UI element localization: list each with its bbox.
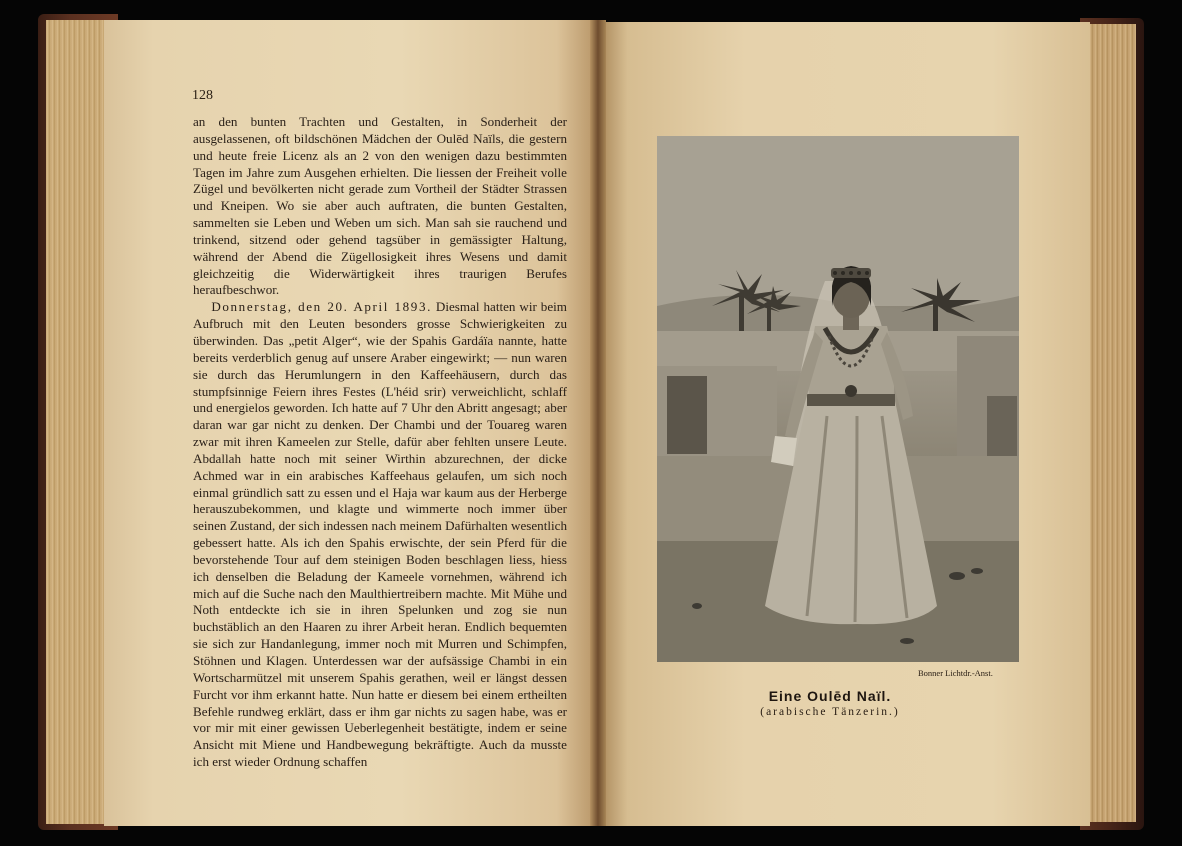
paragraph-2 [193,299,567,771]
right-doorway [987,396,1017,456]
page-number: 128 [192,88,213,103]
paragraph-2-text: Diesmal hatten wir beim Aufbruch mit den Leuten besonders grosse Schwierigkeiten zu überwinden. Das „petit Alger“, wie der Spahis Gardáïa nannte, hatte bereits verderblich genug auf unsere Araber eingewirkt; — nun waren sie durch das Herumlungern in den Kaffeehäusern, durch das stumpfsinnige Feiern ihres Festes (L'héid srir) verweichlicht, schlaff und energielos geworden. Ich hatte auf 7 Uhr den Abritt angesagt; aber daran war gar nicht zu denken. Der Chambi und der Touareg waren zwar mit ihren Kameelen zur Stelle, dafür aber fehlten unsere Leute. Abdallah hatte noch mit seiner Wirthin abzurechnen, der dicke Achmed war in ein arabisches Kaffeehaus gelaufen, um sich noch einmal gründlich satt zu essen und el Haja war kaum aus der Herberge herauszubekommen, und klagte und wimmerte noch immer über seinen Zustand, der sich indessen nach meinem Dafürhalten wesentlich gebessert hatte. Als ich den Spahis erwischte, der sein Pferd für die bevorstehende Tour auf dem steinigen Boden beschlagen liess, hiess ich denselben die Beladung der Kameele vornehmen, während ich mich auf die Suche nach den Maulthiertreibern machte. Mit Mühe und Noth entdeckte ich sie in ihren Spelunken und zog sie nun buchstäblich an den Haaren zu ihrer Arbeit heran. Endlich bequemten sie sich zur Handanlegung, immer noch mit Murren und Schimpfen, Stöhnen und Klagen. Unterdessen war der aufsässige Chambi in ein Wortscharmützel mit unserem Spahis gerathen, weil er längst dessen Furcht vor ihm erkannt hatte. Nun hatte er diesem bei einem ertheilten Befehle rundweg erklärt, dass er ihm gar nichts zu sagen habe, was er vor mir mit einer gewissen Ueberlegenheit bestätigte, indem er seine Ansicht mit Miene und Handbewegung bekräftigte. Auch da musste ich erst wieder Ordnung schaffen [193,299,567,770]
photo-credit: Bonner Lichtdr.-Anst. [918,668,993,678]
dancer-photo [657,136,1019,662]
left-doorway [667,376,707,454]
book-gutter [590,20,606,826]
paragraph-1: an den bunten Trachten und Gestalten, in Sonderheit der ausgelassenen, oft bildschönen Mädchen der Oulēd Naïls, die gestern und heute freie Licenz als an 2 von den wenigen dazu bestimmten Tagen im Jahre zum Ausgehen erhielten. Die liessen der Freiheit volle Zügel und bevölkerten nicht gerade zum Vortheil der Städter Strassen und Kneipen. Wo sie aber auch auftraten, die bunten Gestalten, sammelten sie Leben und Weben um sich. Man sah sie rauchend und trinkend, sitzend oder gehend tagsüber in gemässigter Haltung, während der Abend die Zügellosigkeit ihres Wesens und damit gleichzeitig die Widerwärtigkeit ihres traurigen Berufes heraufbeschwor. [193,114,567,298]
body-text [193,114,567,771]
photo-caption-subtitle: (arabische Tänzerin.) [760,706,900,718]
photo-caption-title: Eine Oulēd Naïl. [768,688,892,704]
date-heading: Donnerstag, den 20. April 1893. [211,299,432,315]
photo-plate [657,136,1019,662]
page-edges-right [1084,24,1136,822]
